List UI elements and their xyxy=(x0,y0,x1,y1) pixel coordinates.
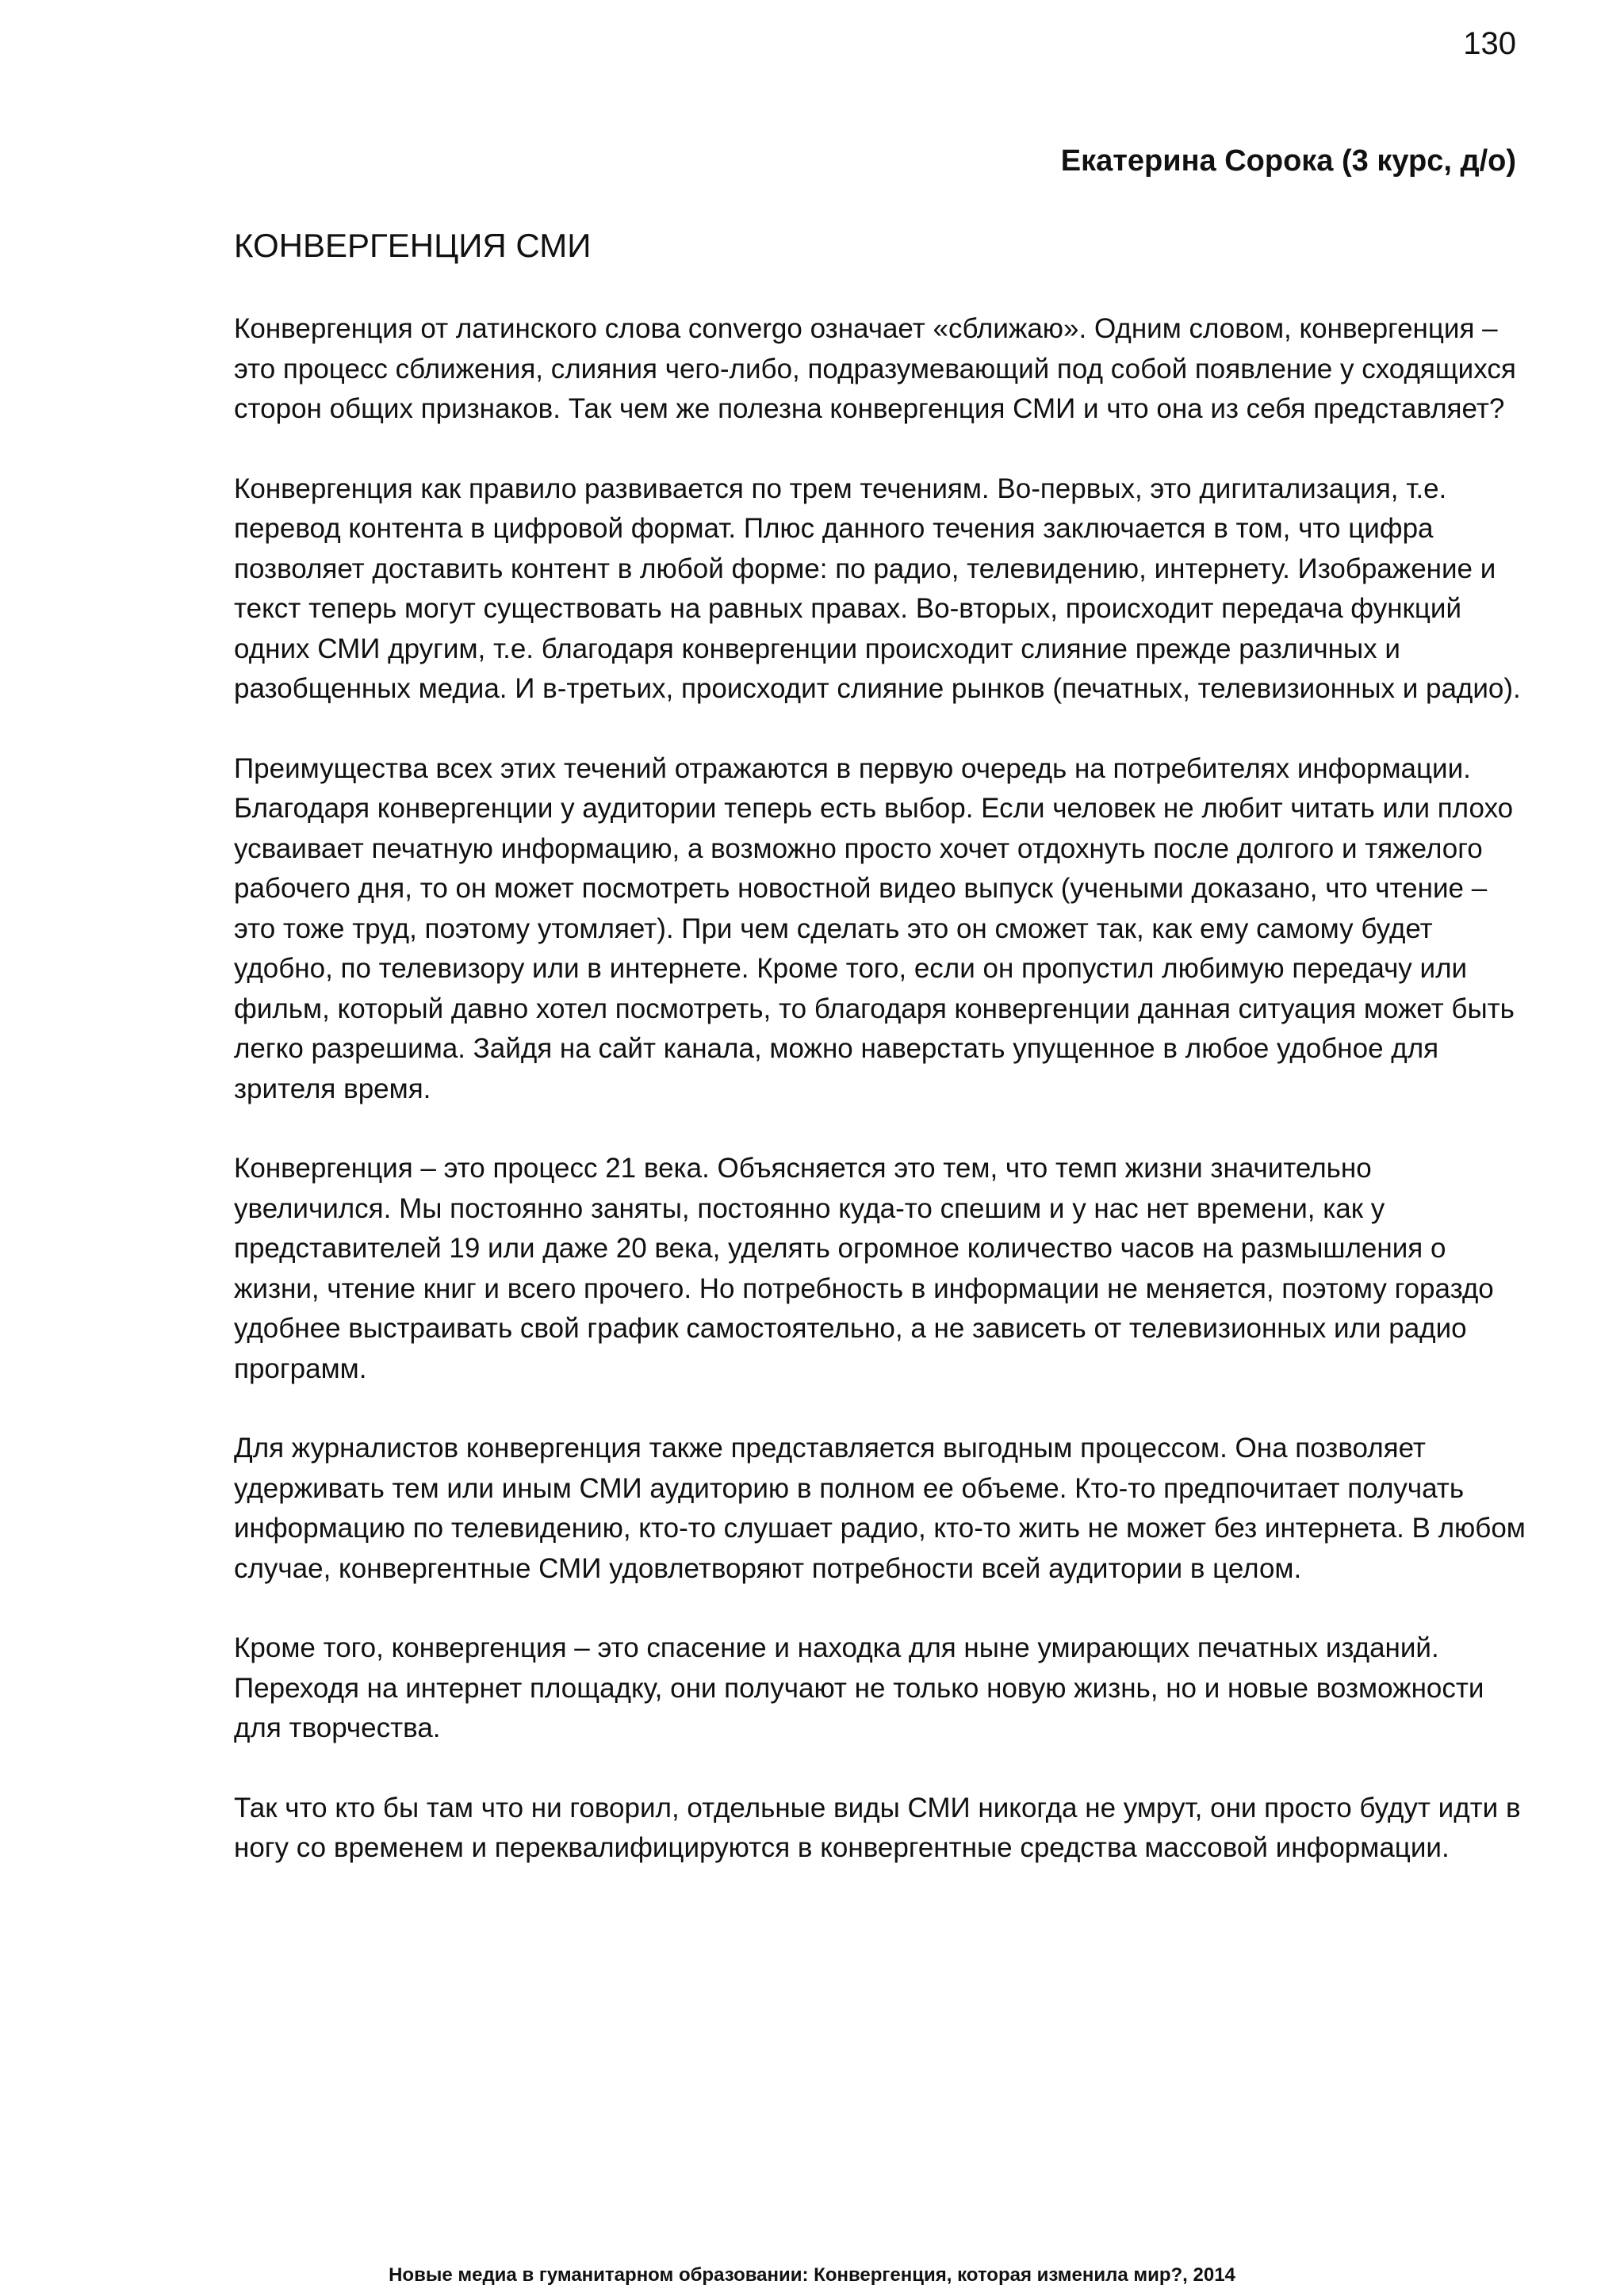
article-body xyxy=(234,309,1534,1908)
page-number: 130 xyxy=(1463,26,1516,61)
paragraph: Конвергенция от латинского слова convergo означает «сближаю». Одним словом, конвергенция – это процесс сближения, слияния чего-либо, подразумевающий под собой появление у сходящихся сторон общих признаков. Так чем же полезна конвергенция СМИ и что она из себя представляет? xyxy=(234,313,1516,424)
author-byline: Екатерина Сорока (3 курс, д/о) xyxy=(1060,144,1516,178)
paragraph: Преимущества всех этих течений отражаются в первую очередь на потребителях информации. Благодаря конвергенции у аудитории теперь есть выбор. Если человек не любит читать или плохо усваивает печатную информацию, а возможно просто хочет отдохнуть после долгого и тяжелого рабочего дня, то он может посмотреть новостной видео выпуск (учеными доказано, что чтение – это тоже труд, поэтому утомляет). При чем сделать это он сможет так, как ему самому будет удобно, по телевизору или в интернете. Кроме того, если он пропустил любимую передачу или фильм, который давно хотел посмотреть, то благодаря конвергенции данная ситуация может быть легко разрешима. Зайдя на сайт канала, можно наверстать упущенное в любое удобное для зрителя время. xyxy=(234,752,1515,1104)
page-footer: Новые медиа в гуманитарном образовании: Конвергенция, которая изменила мир?, 2014 xyxy=(389,2264,1235,2286)
article-title: КОНВЕРГЕНЦИЯ СМИ xyxy=(234,227,592,264)
paragraph: Для журналистов конвергенция также представляется выгодным процессом. Она позволяет удерживать тем или иным СМИ аудиторию в полном ее объеме. Кто-то предпочитает получать информацию по телевидению, кто-то слушает радио, кто-то жить не может без интернета. В любом случае, конвергентные СМИ удовлетворяют потребности всей аудитории в целом. xyxy=(234,1433,1526,1584)
paragraph: Конвергенция – это процесс 21 века. Объясняется это тем, что темп жизни значительно увеличился. Мы постоянно заняты, постоянно куда-то спешим и у нас нет времени, как у представителей 19 или даже 20 века, уделять огромное количество часов на размышления о жизни, чтение книг и всего прочего. Но потребность в информации не меняется, поэтому гораздо удобнее выстраивать свой график самостоятельно, а не зависеть от телевизионных или радио программ. xyxy=(234,1153,1494,1384)
paragraph: Конвергенция как правило развивается по трем течениям. Во-первых, это дигитализация, т.е. перевод контента в цифровой формат. Плюс данного течения заключается в том, что цифра позволяет доставить контент в любой форме: по радио, телевидению, интернету. Изображение и текст теперь могут существовать на равных правах. Во-вторых, происходит передача функций одних СМИ другим, т.е. благодаря конвергенции происходит слияние прежде различных и разобщенных медиа. И в-третьих, происходит слияние рынков (печатных, телевизионных и радио). xyxy=(234,473,1521,704)
paragraph: Кроме того, конвергенция – это спасение и находка для ныне умирающих печатных изданий. Переходя на интернет площадку, они получают не только новую жизнь, но и новые возможности для творчества. xyxy=(234,1632,1484,1743)
paragraph: Так что кто бы там что ни говорил, отдельные виды СМИ никогда не умрут, они просто будут идти в ногу со временем и переквалифицируются в конвергентные средства массовой информации. xyxy=(234,1792,1521,1863)
